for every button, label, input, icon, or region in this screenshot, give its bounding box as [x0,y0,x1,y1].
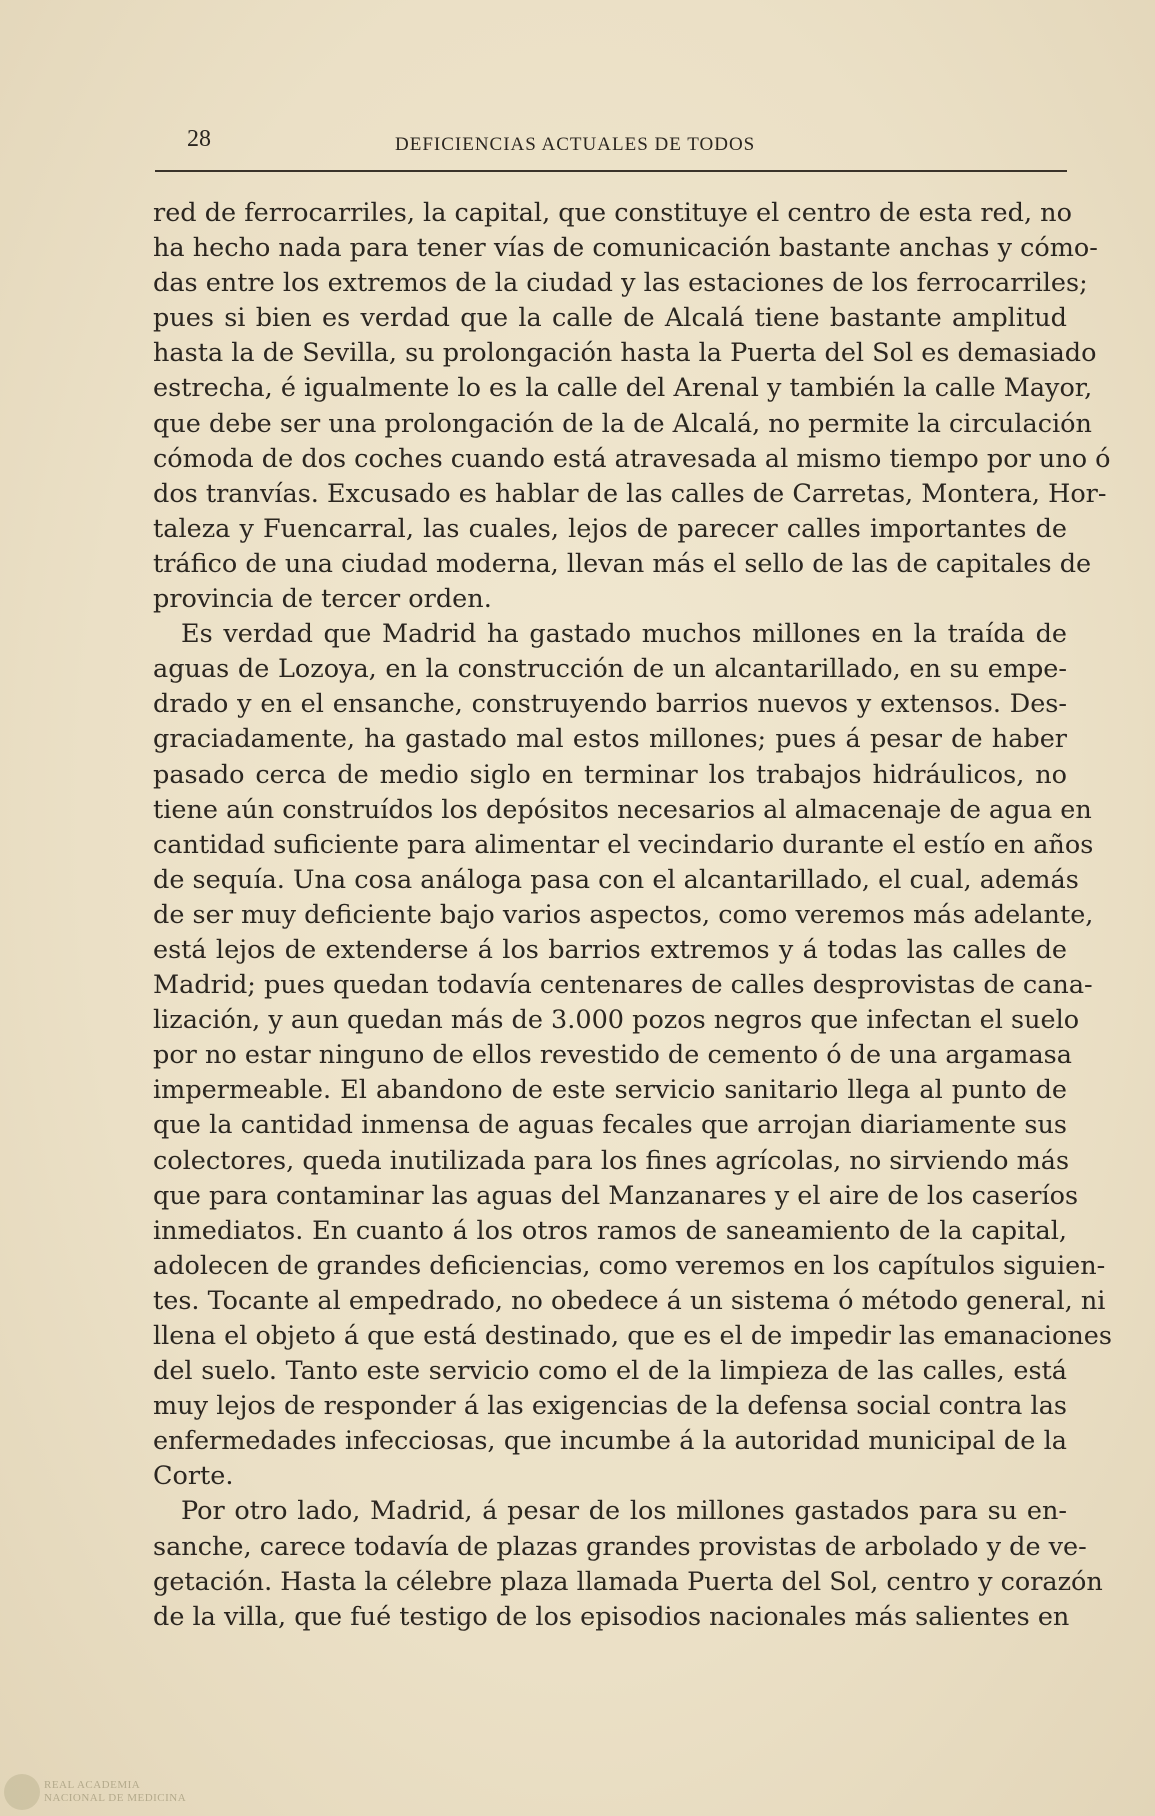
text-line: cantidad suficiente para alimentar el vecindario durante el estío en años [153,829,1094,860]
text-line: adolecen de grandes deficiencias, como veremos en los capítulos siguien- [153,1250,1106,1281]
text-line: muy lejos de responder á las exigencias de la defensa social contra las [153,1391,1067,1422]
header-rule [155,170,1067,172]
text-line: que para contaminar las aguas del Manzanares y el aire de los caseríos [153,1180,1079,1211]
seal-text [44,1779,186,1805]
text-line: graciadamente, ha gastado mal estos millones; pues á pesar de haber [153,724,1067,755]
text-line: das entre los extremos de la ciudad y las estaciones de los ferrocarriles; [153,268,1088,299]
text-line: red de ferrocarriles, la capital, que constituye el centro de esta red, no [153,198,1072,228]
text-line: llena el objeto á que está destinado, que es el de impedir las emanaciones [153,1321,1112,1351]
text-line: enfermedades infecciosas, que incumbe á la autoridad municipal de la [153,1426,1067,1457]
running-head: DEFICIENCIAS ACTUALES DE TODOS [395,134,756,155]
text-line: pasado cerca de medio siglo en terminar los trabajos hidráulicos, no [153,759,1067,790]
text-line: cómoda de dos coches cuando está atravesada al mismo tiempo por uno ó [153,443,1111,474]
text-line: drado y en el ensanche, construyendo barrios nuevos y extensos. Des- [153,689,1067,720]
text-line: impermeable. El abandono de este servicio sanitario llega al punto de [153,1075,1067,1106]
text-line: pues si bien es verdad que la calle de Alcalá tiene bastante amplitud [153,303,1067,334]
text-line: getación. Hasta la célebre plaza llamada Puerta del Sol, centro y corazón [153,1566,1103,1597]
text-line: lización, y aun quedan más de 3.000 pozos negros que infectan el suelo [153,1005,1080,1036]
body-text [153,196,1112,1635]
text-line: dos tranvías. Excusado es hablar de las calles de Carretas, Montera, Hor- [153,478,1107,509]
text-line: inmediatos. En cuanto á los otros ramos de saneamiento de la capital, [153,1215,1067,1246]
text-line: del suelo. Tanto este servicio como el de la limpieza de las calles, está [153,1356,1067,1387]
text-line: por no estar ninguno de ellos revestido de cemento ó de una argamasa [153,1040,1072,1071]
text-line: tráfico de una ciudad moderna, llevan más el sello de las de capitales de [153,548,1092,579]
text-line: está lejos de extenderse á los barrios extremos y á todas las calles de [153,934,1067,965]
text-line: sanche, carece todavía de plazas grandes provistas de arbolado y de ve- [153,1531,1087,1562]
page-header [155,122,1067,162]
text-line: de la villa, que fué testigo de los episodios nacionales más salientes en [153,1601,1070,1632]
text-line: que debe ser una prolongación de la de Alcalá, no permite la circulación [153,408,1092,439]
text-line: estrecha, é igualmente lo es la calle del Arenal y también la calle Mayor, [153,373,1093,404]
text-line: taleza y Fuencarral, las cuales, lejos de parecer calles importantes de [153,513,1067,544]
page-number: 28 [187,126,211,152]
text-line: hasta la de Sevilla, su prolongación hasta la Puerta del Sol es demasiado [153,338,1097,369]
text-line: que la cantidad inmensa de aguas fecales que arrojan diariamente sus [153,1110,1067,1141]
text-line: ha hecho nada para tener vías de comunicación bastante anchas y cómo- [153,233,1098,264]
text-line: aguas de Lozoya, en la construcción de un alcantarillado, en su empe- [153,654,1067,685]
text-line: Corte. [153,1461,234,1492]
text-line: colectores, queda inutilizada para los fines agrícolas, no sirviendo más [153,1145,1070,1176]
text-line: tes. Tocante al empedrado, no obedece á un sistema ó método general, ni [153,1285,1106,1316]
library-seal [4,1774,186,1810]
seal-icon [4,1774,40,1810]
text-line: Madrid; pues quedan todavía centenares de calles desprovistas de cana- [153,970,1093,1001]
text-line: de ser muy deficiente bajo varios aspectos, como veremos más adelante, [153,899,1094,930]
text-line: tiene aún construídos los depósitos necesarios al almacenaje de agua en [153,794,1092,825]
seal-line: NACIONAL DE MEDICINA [44,1792,187,1804]
text-line: provincia de tercer orden. [153,584,492,615]
text-line: de sequía. Una cosa análoga pasa con el alcantarillado, el cual, además [153,864,1079,895]
text-line: Es verdad que Madrid ha gastado muchos millones en la traída de [181,619,1067,650]
text-line: Por otro lado, Madrid, á pesar de los millones gastados para su en- [181,1496,1067,1527]
seal-line: REAL ACADEMIA [44,1779,141,1791]
